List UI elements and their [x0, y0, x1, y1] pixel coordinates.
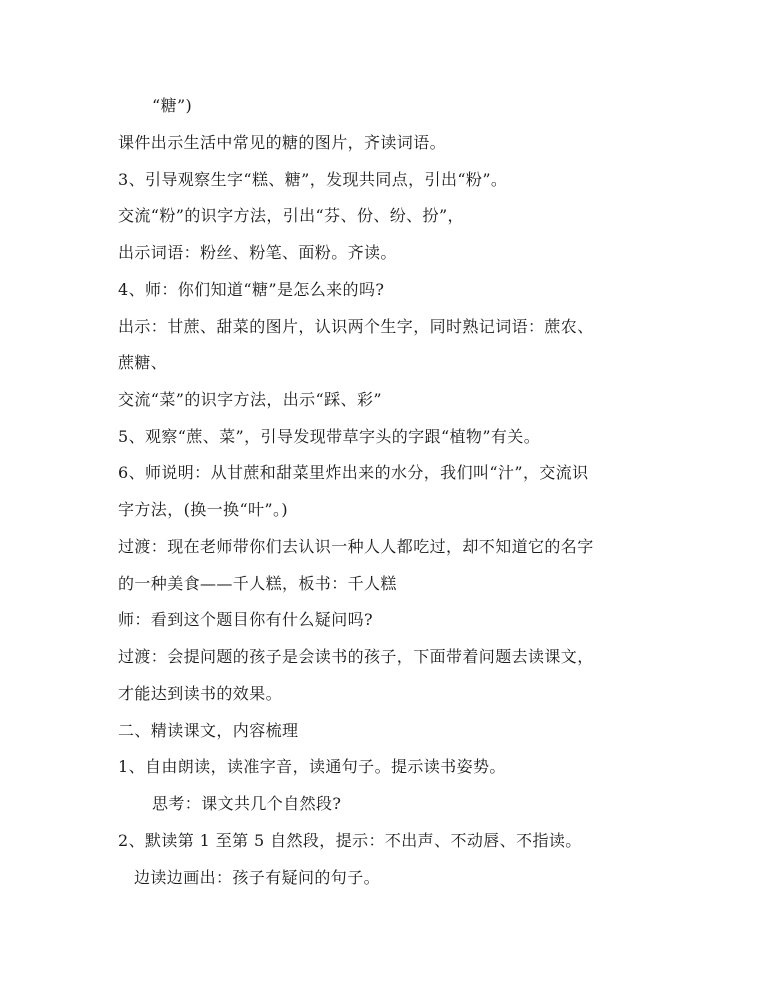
text-line-4: 交流“粉”的识字方法，引出“芬、份、纷、扮”，: [118, 206, 464, 225]
text-line-17: 才能达到读书的效果。: [118, 684, 283, 703]
text-line-16: 过渡：会提问题的孩子是会读书的孩子，下面带着问题去读课文，: [118, 647, 594, 666]
text-line-8: 蔗糖、: [118, 353, 168, 372]
section-heading: 二、精读课文，内容梳理: [118, 721, 299, 740]
text-line-13: 过渡：现在老师带你们去认识一种人人都吃过，却不知道它的名字: [118, 537, 594, 556]
text-line-7: 出示：甘蔗、甜菜的图片，认识两个生字，同时熟记词语：蔗农、: [118, 317, 594, 336]
text-line-15: 师：看到这个题目你有什么疑问吗?: [118, 610, 373, 629]
text-line-20: 思考：课文共几个自然段?: [152, 794, 342, 813]
text-line-5: 出示词语：粉丝、粉笔、面粉。齐读。: [118, 243, 397, 262]
text-line-2: 课件出示生活中常见的糖的图片，齐读词语。: [118, 133, 447, 152]
text-line-22: 边读边画出：孩子有疑问的句子。: [134, 868, 381, 887]
text-line-14: 的一种美食——千人糕，板书：千人糕: [118, 574, 397, 593]
text-line-11: 6、师说明：从甘蔗和甜菜里炸出来的水分，我们叫“汁”，交流识: [118, 463, 589, 482]
text-line-10: 5、观察“蔗、菜”，引导发现带草字头的字跟“植物”有关。: [118, 427, 541, 446]
text-line-9: 交流“菜”的识字方法，出示“踩、彩”: [118, 390, 382, 409]
text-line-1: “糖”): [152, 96, 193, 115]
text-line-12: 字方法，(换一换“叶”。): [118, 500, 289, 519]
text-line-6: 4、师：你们知道“糖”是怎么来的吗?: [118, 280, 385, 299]
text-line-3: 3、引导观察生字“糕、糖”，发现共同点，引出“粉”。: [118, 170, 508, 189]
text-line-21: 2、默读第 1 至第 5 自然段，提示：不出声、不动唇、不指读。: [118, 831, 582, 850]
text-line-19: 1、自由朗读，读准字音，读通句子。提示读书姿势。: [118, 757, 506, 776]
